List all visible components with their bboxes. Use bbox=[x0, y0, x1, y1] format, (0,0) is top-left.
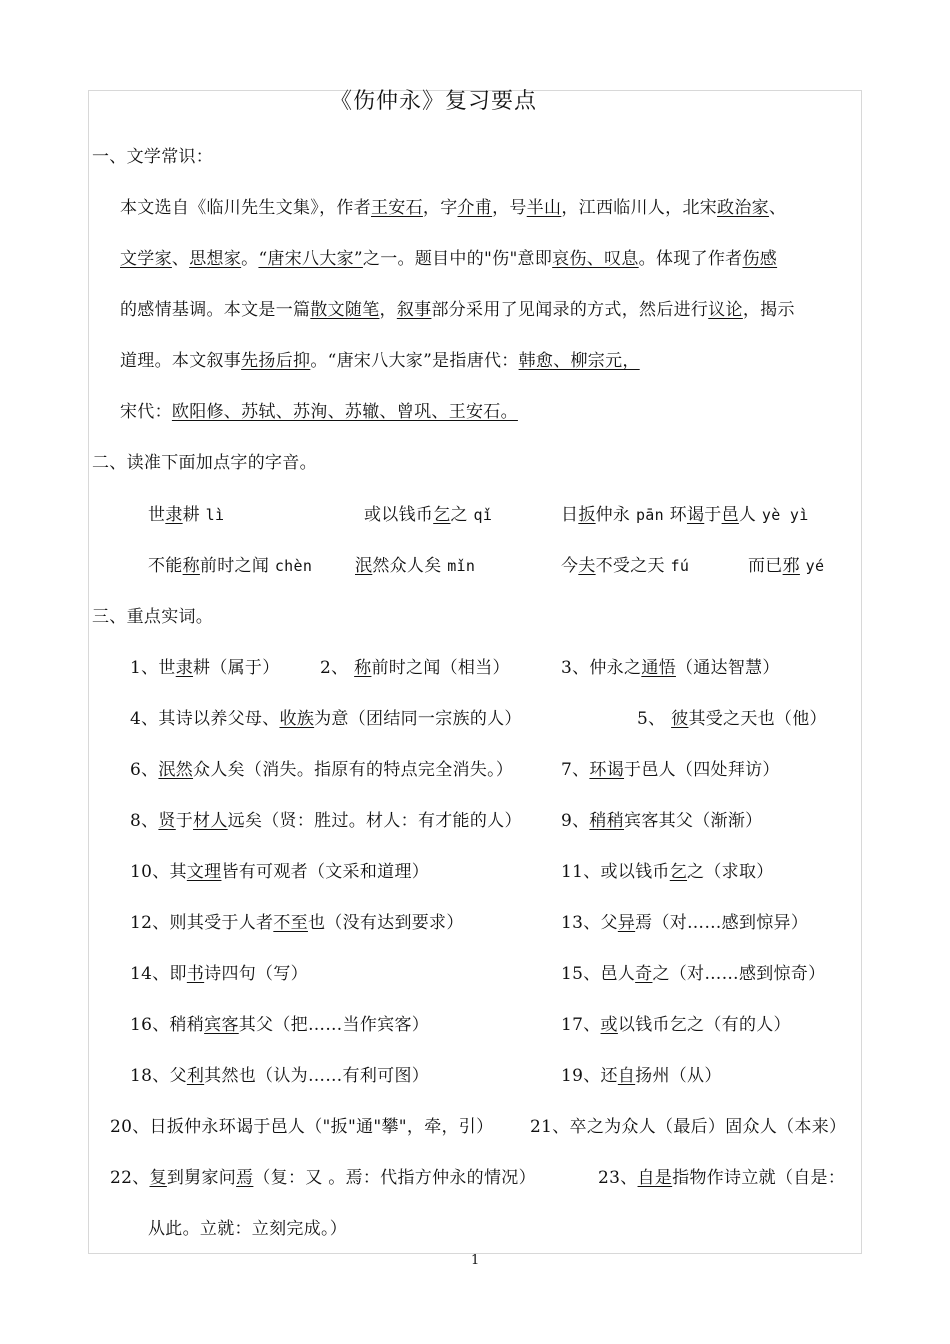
vocab-item: 5、 彼其受之天也（他） bbox=[637, 709, 827, 729]
page-number: 1 bbox=[471, 1253, 480, 1268]
vocab-item: 18、父利其然也（认为……有利可图） bbox=[130, 1066, 430, 1086]
pron-item: 日扳仲永 pān 环谒于邑人 yè yì bbox=[561, 505, 809, 525]
vocab-item: 12、则其受于人者不至也（没有达到要求） bbox=[130, 913, 464, 933]
vocab-item: 11、或以钱币乞之（求取） bbox=[561, 862, 774, 882]
vocab-item: 1、世隶耕（属于） bbox=[130, 658, 280, 678]
vocab-item: 4、其诗以养父母、收族为意（团结同一宗族的人） bbox=[130, 709, 522, 729]
s1-line-2: 文学家、思想家。“唐宋八大家”之一。题目中的"伤"意即哀伤、叹息。体现了作者伤感 bbox=[120, 249, 778, 269]
vocab-item: 15、邑人奇之（对……感到惊奇） bbox=[561, 964, 826, 984]
vocab-item: 7、环谒于邑人（四处拜访） bbox=[561, 760, 780, 780]
vocab-item: 19、还自扬州（从） bbox=[561, 1066, 722, 1086]
s1-line-4: 道理。本文叙事先扬后抑。“唐宋八大家”是指唐代：韩愈、柳宗元， bbox=[120, 351, 640, 371]
vocab-item: 20、日扳仲永环谒于邑人（"扳"通"攀"，牵，引） bbox=[110, 1117, 494, 1137]
s1-line-5: 宋代：欧阳修、苏轼、苏洵、苏辙、曾巩、王安石。 bbox=[120, 402, 518, 422]
vocab-item: 8、贤于材人远矣（贤：胜过。材人：有才能的人） bbox=[130, 811, 522, 831]
s1-line-1: 本文选自《临川先生文集》，作者王安石，字介甫，号半山，江西临川人，北宋政治家、 bbox=[120, 198, 787, 218]
vocab-item: 16、稍稍宾客其父（把……当作宾客） bbox=[130, 1015, 430, 1035]
pron-item: 不能称前时之闻 chèn bbox=[148, 556, 313, 576]
vocab-item: 3、仲永之通悟（通达智慧） bbox=[561, 658, 780, 678]
pron-item: 或以钱币乞之 qǐ bbox=[364, 505, 493, 525]
pron-item: 今夫不受之天 fú bbox=[561, 556, 690, 576]
vocab-item: 14、即书诗四句（写） bbox=[130, 964, 308, 984]
s1-line-3: 的感情基调。本文是一篇散文随笔，叙事部分采用了见闻录的方式，然后进行议论，揭示 bbox=[120, 300, 795, 320]
pron-item: 世隶耕 lì bbox=[148, 505, 225, 525]
section-1-heading: 一、文学常识： bbox=[92, 147, 214, 167]
vocab-item: 9、稍稍宾客其父（渐渐） bbox=[561, 811, 763, 831]
section-2-heading: 二、读准下面加点字的字音。 bbox=[92, 453, 317, 473]
vocab-item: 17、或以钱币乞之（有的人） bbox=[561, 1015, 791, 1035]
section-3-heading: 三、重点实词。 bbox=[92, 607, 214, 627]
vocab-item: 23、自是指物作诗立就（自是： bbox=[598, 1168, 846, 1188]
page-title: 《伤仲永》复习要点 bbox=[330, 89, 538, 114]
vocab-item-continued: 从此。立就：立刻完成。） bbox=[148, 1219, 348, 1239]
vocab-item: 2、 称前时之闻（相当） bbox=[320, 658, 510, 678]
pron-item: 泯然众人矣 mǐn bbox=[355, 556, 476, 576]
vocab-item: 6、泯然众人矣（消失。指原有的特点完全消失。） bbox=[130, 760, 514, 780]
pron-item: 而已邪 yé bbox=[748, 556, 825, 576]
vocab-item: 21、卒之为众人（最后）固众人（本来） bbox=[530, 1117, 847, 1137]
vocab-item: 22、复到舅家问焉（复：又 。焉：代指方仲永的情况） bbox=[110, 1168, 536, 1188]
vocab-item: 13、父异焉（对……感到惊异） bbox=[561, 913, 809, 933]
vocab-item: 10、其文理皆有可观者（文采和道理） bbox=[130, 862, 430, 882]
